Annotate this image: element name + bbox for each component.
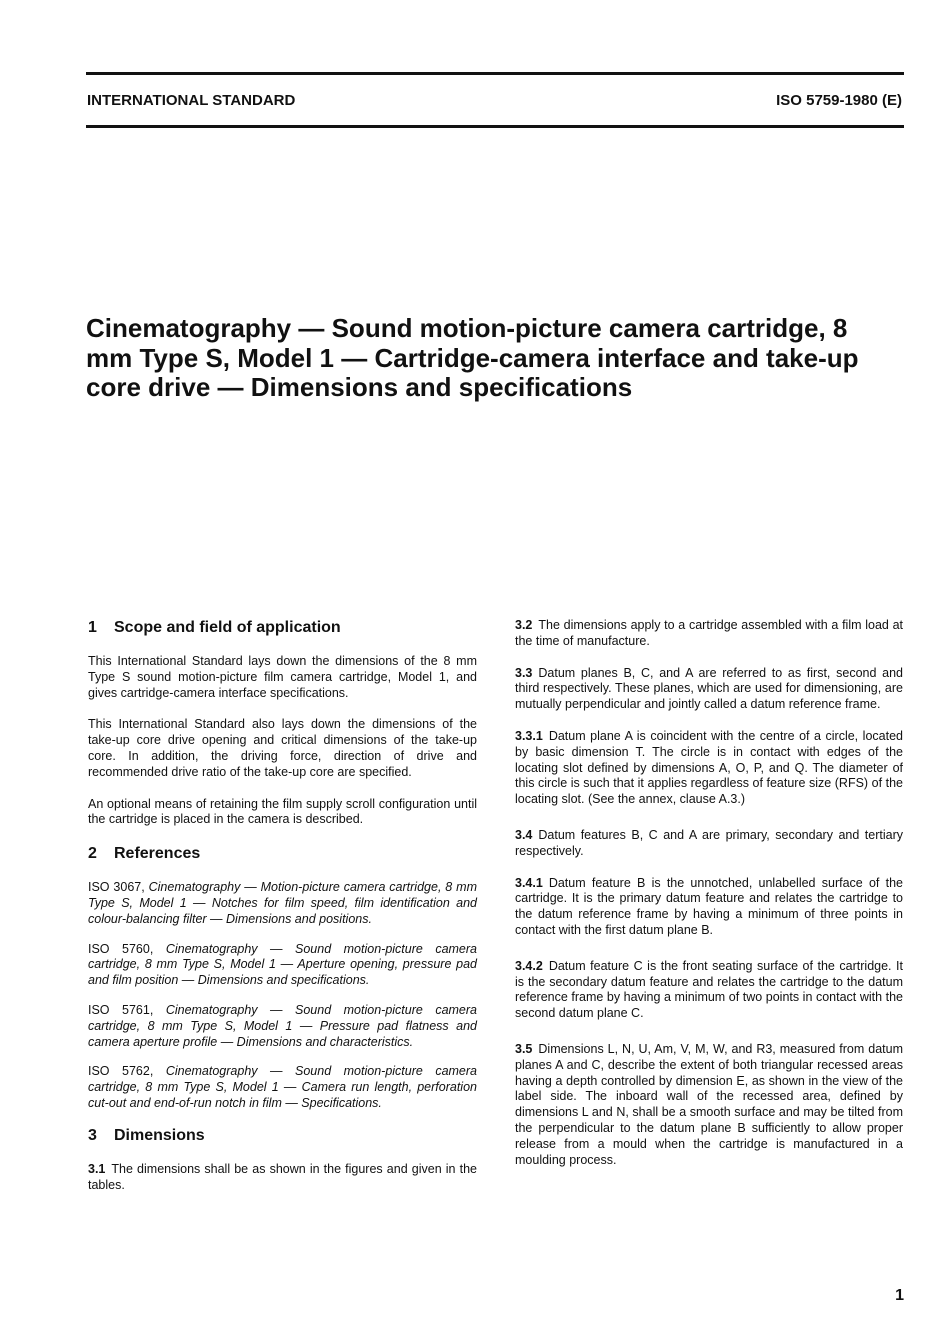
clause-number: 3.5 [515,1041,533,1056]
header-top-rule [86,72,904,75]
clause-number: 3.4.2 [515,958,543,973]
clause-number: 3.1 [88,1161,106,1176]
clause-3-3-1 [515,729,903,808]
clause-3-4 [515,828,903,860]
clause-number: 3.4 [515,827,533,842]
section-3-number: 3 [88,1126,97,1144]
section-1-paragraph-3: An optional means of retaining the film supply scroll configuration until the cartridge is placed in the camera is described. [88,796,477,827]
left-column [88,618,477,1209]
section-1-number: 1 [88,619,97,636]
header-bottom-rule [86,125,904,128]
reference-code: ISO 3067, [88,880,145,895]
clause-number: 3.4.1 [515,875,543,890]
clause-text: Datum feature C is the front seating surface of the cartridge. It is the secondary datum feature and relates the cartridge to the datum reference frame by having a minimum of two points in contact with the second datum plane C. [515,958,903,1021]
reference-title: Cinematography — Sound motion-picture camera cartridge, 8 mm Type S, Model 1 — Camera run length, perforation cut-out and end-of-run notch in film — Specifications. [88,1064,477,1110]
section-2-number: 2 [88,845,97,863]
clause-3-4-2 [515,959,903,1022]
reference-item [88,942,477,989]
section-1-title: Scope and field of application [114,619,341,636]
reference-title: Cinematography — Sound motion-picture camera cartridge, 8 mm Type S, Model 1 — Aperture opening, pressure pad and film position — Dimensions and specifications. [88,941,477,988]
section-1-paragraph-1: This International Standard lays down the dimensions of the 8 mm Type S sound motion-picture film camera cartridge, Model 1, and gives cartridge-camera interface specifications. [88,654,477,700]
clause-text: Datum plane A is coincident with the centre of a circle, located by basic dimension T. The circle is in contact with edges of the locating slot defined by dimensions A, O, P, and Q. The diameter of this circle is such that it applies regardless of feature size (RFS) of the locating slot. (See the annex, clause A.3.) [515,728,903,807]
clause-text: Datum planes B, C, and A are referred to as first, second and third respectively. These planes, which are used for dimensioning, are mutually perpendicular and jointly called a datum reference frame. [515,665,903,712]
section-1-paragraph-2: This International Standard also lays down the dimensions of the take-up core drive opening and critical dimensions of the take-up core. In addition, the driving force, direction of drive and recommended drive ratio of the take-up core are specified. [88,717,477,779]
reference-item [88,1003,477,1050]
right-column [515,618,903,1184]
clause-text: Datum features B, C and A are primary, secondary and tertiary respectively. [515,827,903,858]
section-3-title: Dimensions [114,1126,205,1144]
clause-3-2 [515,618,903,650]
document-title: Cinematography — Sound motion-picture camera cartridge, 8 mm Type S, Model 1 — Cartridge-camera interface and take-up core drive — Dimensions and specifications [86,313,859,402]
clause-number: 3.3 [515,665,533,680]
header-standard-number: ISO 5759-1980 (E) [776,92,902,109]
section-1-heading [88,618,477,638]
section-3-heading [88,1126,477,1146]
reference-code: ISO 5760, [88,941,154,956]
clause-text: Datum feature B is the unnotched, unlabelled surface of the cartridge. It is the primary datum feature and relates the cartridge to the datum reference frame by having a minimum of three points in contact with the first datum plane B. [515,875,903,937]
clause-text: The dimensions apply to a cartridge assembled with a film load at the time of manufacture. [515,618,903,648]
reference-item [88,1064,477,1111]
section-2-title: References [114,845,201,863]
reference-title: Cinematography — Motion-picture camera cartridge, 8 mm Type S, Model 1 — Notches for film speed, film identification and colour-balancing filter — Dimensions and positions. [88,880,477,926]
page-header [86,92,904,112]
clause-text: Dimensions L, N, U, Am, V, M, W, and R3, measured from datum planes A and C, describe the extent of both triangular recessed areas having a depth controlled by dimension E, as shown in the view of the label side. The inboard wall of the recessed area, defined by dimensions L and N, shall be a smooth surface and may be tilted from the perpendicular to the datum plane B sufficiently to allow proper release from a mould when the cartridge is manufactured in a moulding process. [515,1041,903,1167]
page-number: 1 [895,1287,904,1304]
clause-3-1 [88,1162,477,1194]
reference-title: Cinematography — Sound motion-picture camera cartridge, 8 mm Type S, Model 1 — Pressure pad flatness and camera aperture profile — Dimensions and characteristics. [88,1002,477,1049]
clause-text: The dimensions shall be as shown in the figures and given in the tables. [88,1161,477,1192]
clause-number: 3.3.1 [515,728,543,743]
clause-3-3 [515,666,903,713]
reference-code: ISO 5762, [88,1064,154,1079]
reference-item [88,880,477,927]
header-standard-label: INTERNATIONAL STANDARD [87,92,296,109]
clause-3-4-1 [515,876,903,939]
reference-code: ISO 5761, [88,1002,154,1017]
clause-3-5 [515,1042,903,1168]
clause-number: 3.2 [515,618,533,632]
section-2-heading [88,844,477,864]
